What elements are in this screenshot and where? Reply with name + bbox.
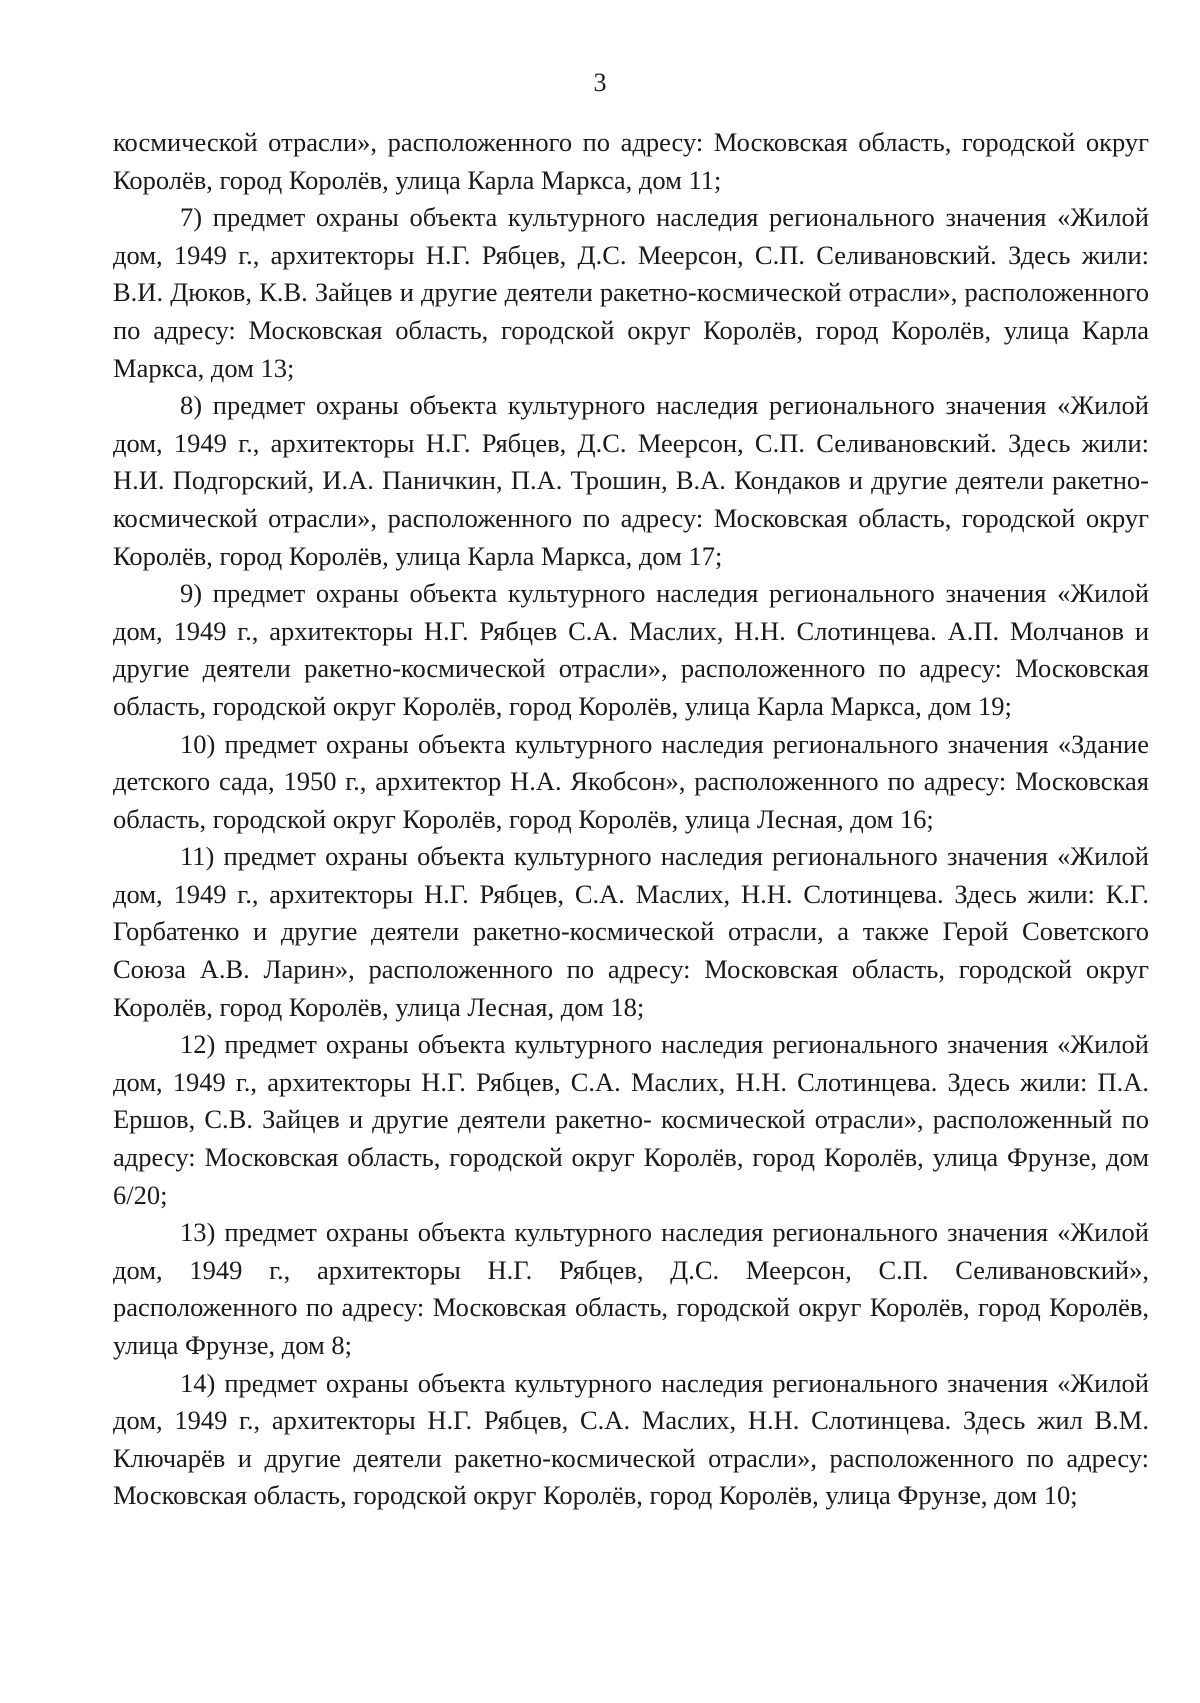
list-item-9: 9) предмет охраны объекта культурного наследия регионального значения «Жилой дом, 1949 г., архитекторы Н.Г. Рябцев С.А. Маслих, Н.Н. Слотинцева. А.П. Молчанов и другие деятели ракетно-космической отрасли», расположенного по адресу: Московская область, городской округ Королёв, город Королёв, улица Карла Маркса, дом 19;: [113, 578, 1149, 721]
list-item-13: 13) предмет охраны объекта культурного наследия регионального значения «Жилой дом, 1949 г., архитекторы Н.Г. Рябцев, Д.С. Меерсон, С.П. Селивановский», расположенного по адресу: Московская область, городской округ Королёв, город Королёв, улица Фрунзе, дом 8;: [113, 1217, 1149, 1360]
list-item-14: 14) предмет охраны объекта культурного наследия регионального значения «Жилой дом, 1949 г., архитекторы Н.Г. Рябцев, С.А. Маслих, Н.Н. Слотинцева. Здесь жил В.М. Ключарёв и другие деятели ракетно-космической отрасли», расположенного по адресу: Московская область, городской округ Королёв, город Королёв, улица Фрунзе, дом 10;: [113, 1367, 1149, 1511]
page-number: 3: [593, 68, 607, 97]
paragraph-continuation: космической отрасли», расположенного по адресу: Московская область, городской округ Королёв, город Королёв, улица Карла Маркса, дом 11;: [113, 127, 1149, 195]
list-item-7: 7) предмет охраны объекта культурного наследия регионального значения «Жилой дом, 1949 г., архитекторы Н.Г. Рябцев, Д.С. Меерсон, С.П. Селивановский. Здесь жили: В.И. Дюков, К.В. Зайцев и другие деятели ракетно-космической отрасли», расположенного по адресу: Московская область, городской округ Королёв, город Королёв, улица Карла Маркса, дом 13;: [113, 202, 1149, 383]
list-item-8: 8) предмет охраны объекта культурного наследия регионального значения «Жилой дом, 1949 г., архитекторы Н.Г. Рябцев, Д.С. Меерсон, С.П. Селивановский. Здесь жили: Н.И. Подгорский, И.А. Паничкин, П.А. Трошин, В.А. Кондаков и другие деятели ракетно-космической отрасли», расположенного по адресу: Московская область, городской округ Королёв, город Королёв, улица Карла Маркса, дом 17;: [113, 390, 1149, 571]
list-item-11: 11) предмет охраны объекта культурного наследия регионального значения «Жилой дом, 1949 г., архитекторы Н.Г. Рябцев, С.А. Маслих, Н.Н. Слотинцева. Здесь жили: К.Г. Горбатенко и другие деятели ракетно-космической отрасли, а также Герой Советского Союза А.В. Ларин», расположенного по адресу: Московская область, городской округ Королёв, город Королёв, улица Лесная, дом 18;: [113, 841, 1149, 1022]
document-body: [113, 124, 1149, 1515]
list-item-12: 12) предмет охраны объекта культурного наследия регионального значения «Жилой дом, 1949 г., архитекторы Н.Г. Рябцев, С.А. Маслих, Н.Н. Слотинцева. Здесь жили: П.А. Ершов, С.В. Зайцев и другие деятели ракетно- космической отрасли», расположенный по адресу: Московская область, городской округ Королёв, город Королёв, улица Фрунзе, дом 6/20;: [113, 1029, 1149, 1210]
list-item-10: 10) предмет охраны объекта культурного наследия регионального значения «Здание детского сада, 1950 г., архитектор Н.А. Якобсон», расположенного по адресу: Московская область, городской округ Королёв, город Королёв, улица Лесная, дом 16;: [113, 728, 1149, 834]
